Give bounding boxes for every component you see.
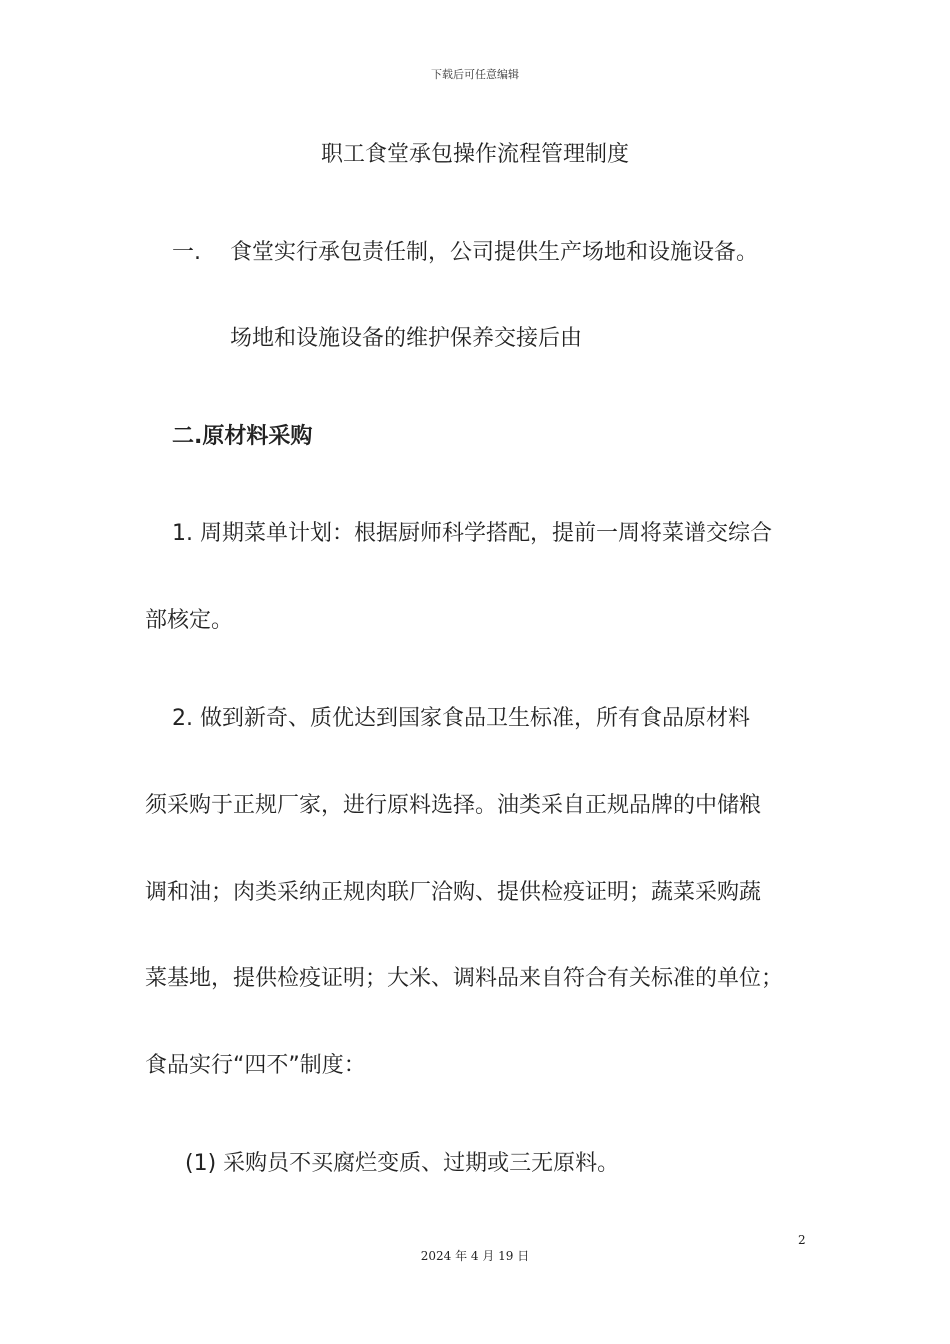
page-header-note: 下载后可任意编辑 bbox=[431, 68, 519, 81]
item2-line3: 调和油；肉类采纳正规肉联厂洽购、提供检疫证明；蔬菜采购蔬 bbox=[145, 880, 762, 905]
item1-line1: 1. 周期菜单计划：根据厨师科学搭配，提前一周将菜谱交综合 bbox=[172, 521, 772, 546]
item2-line2: 须采购于正规厂家，进行原料选择。油类采自正规品牌的中储粮 bbox=[145, 793, 762, 818]
item2-line4: 菜基地，提供检疫证明；大米、调料品来自符合有关标准的单位； bbox=[145, 966, 784, 991]
section1-number: 一. bbox=[172, 240, 201, 265]
item2-line5: 食品实行“四不”制度： bbox=[145, 1053, 366, 1078]
document-title: 职工食堂承包操作流程管理制度 bbox=[320, 142, 629, 167]
page-number: 2 bbox=[798, 1233, 806, 1247]
section2-heading: 二.原材料采购 bbox=[172, 424, 313, 449]
footer-date: 2024 年 4 月 19 日 bbox=[420, 1249, 530, 1263]
section1-line2: 场地和设施设备的维护保养交接后由 bbox=[230, 326, 583, 351]
item1-line2: 部核定。 bbox=[145, 608, 234, 633]
item2-line1: 2. 做到新奇、质优达到国家食品卫生标准，所有食品原材料 bbox=[172, 706, 750, 731]
sub-item-1: (1) 采购员不买腐烂变质、过期或三无原料。 bbox=[185, 1151, 620, 1176]
section1-line1: 食堂实行承包责任制，公司提供生产场地和设施设备。 bbox=[230, 240, 759, 265]
